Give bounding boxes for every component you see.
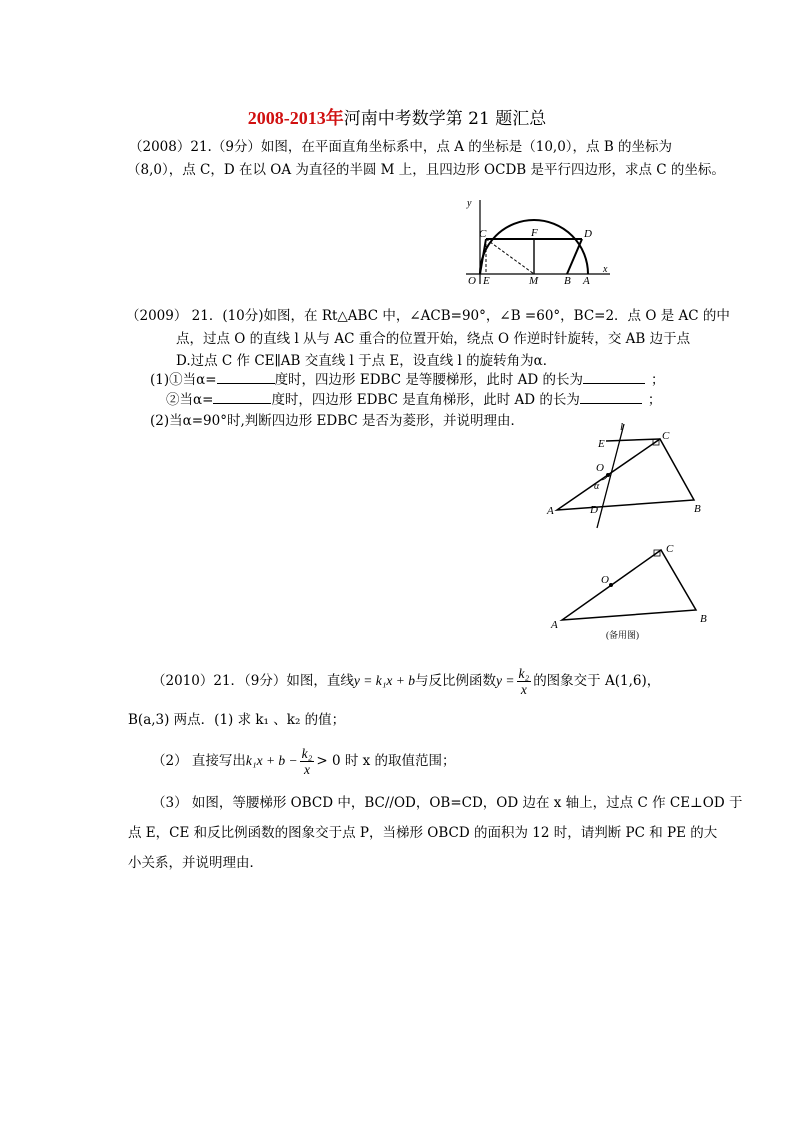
q2009-part1b-pre: ②当α=	[166, 392, 214, 408]
frac-numerator: k₂	[301, 746, 313, 761]
label-c: C	[662, 430, 670, 442]
label-c: C	[666, 543, 674, 555]
title-year-suffix: 年	[325, 108, 344, 128]
blank-ad-2[interactable]	[580, 389, 642, 404]
label-a: A	[547, 505, 554, 517]
label-x: x	[603, 264, 608, 275]
label-alpha: α	[594, 481, 600, 492]
label-d: D	[584, 228, 592, 240]
q2008-line2: （8,0），点 C，D 在以 OA 为直径的半圆 M 上，且四边形 OCDB 是平行四边形，求点 C 的坐标。	[127, 162, 725, 178]
label-b: B	[700, 613, 707, 625]
q2010-part2-fraction	[300, 746, 315, 777]
label-c: C	[479, 228, 487, 240]
q2010-line1-mid: 与反比例函数	[415, 673, 497, 689]
q2010-part3-line1: （3） 如图，等腰梯形 OBCD 中，BC//OD，OB=CD，OD 边在 x 轴上，过点 C 作 CE⊥OD 于	[152, 795, 743, 811]
q2009-line3: D.过点 C 作 CE∥AB 交直线 l 于点 E，设直线 l 的旋转角为α．	[176, 353, 557, 369]
q2009-figure-main	[540, 418, 714, 530]
blank-ad-1[interactable]	[583, 369, 645, 384]
triangle-abc	[562, 550, 696, 620]
q2010-frac-lhs: y =	[496, 673, 515, 688]
q2010-part3-line3: 小关系，并说明理由．	[128, 855, 263, 871]
q2009-line2: 点，过点 O 的直线 l 从与 AC 重合的位置开始，绕点 O 作逆时针旋转，交 AB 边于点	[176, 331, 691, 347]
q2010-line1-post: 的图象交于 A(1,6)，	[533, 673, 661, 689]
label-o: O	[601, 574, 609, 586]
q2010-part2	[152, 744, 456, 778]
point-o	[609, 583, 613, 587]
page-title	[0, 104, 794, 130]
title-years: 2008-2013	[247, 108, 326, 128]
q2008-figure	[462, 192, 612, 286]
figure-caption: (备用图)	[606, 630, 639, 640]
frac-denominator: x	[304, 762, 311, 777]
q2009-part2: (2)当α=90°时,判断四边形 EDBC 是否为菱形，并说明理由．	[150, 413, 525, 429]
q2010-part2-post: > 0 时 x 的取值范围；	[316, 753, 456, 769]
segment-ec	[606, 439, 660, 441]
label-l: l	[620, 421, 624, 433]
segment-oc	[480, 239, 486, 274]
q2009-part1a-mid: 度时，四边形 EDBC 是等腰梯形，此时 AD 的长为	[274, 372, 583, 388]
point-o	[606, 473, 610, 477]
q2009-part1b	[166, 389, 661, 412]
label-a: A	[583, 275, 590, 286]
q2008-line1: （2008）21.（9分）如图，在平面直角坐标系中，点 A 的坐标是（10,0），点 B 的坐标为	[129, 139, 673, 155]
q2009-part1a-end: ；	[650, 372, 665, 388]
label-b: B	[694, 503, 701, 515]
label-e: E	[483, 275, 490, 286]
label-b: B	[564, 275, 571, 286]
label-a: A	[551, 619, 558, 631]
segment-db	[567, 239, 582, 274]
blank-angle-1[interactable]	[217, 369, 275, 384]
q2009-line1: （2009） 21．(10分)如图，在 Rt△ABC 中，∠ACB=90°，∠B =60°，BC=2．点 O 是 AC 的中	[126, 308, 730, 324]
q2010-line1-pre: （2010）21．（9分）如图，直线	[152, 673, 354, 689]
q2010-part2-pre: （2） 直接写出	[152, 753, 246, 769]
label-o: O	[468, 275, 476, 286]
q2009-part1b-end: ；	[647, 392, 662, 408]
q2010-eq-line: y = k₁x + b	[353, 673, 416, 688]
q2010-part3-line2: 点 E，CE 和反比例函数的图象交于点 P，当梯形 OBCD 的面积为 12 时，请判断 PC 和 PE 的大	[128, 825, 718, 841]
label-f: F	[531, 227, 538, 239]
title-rest: 河南中考数学第 21 题汇总	[343, 109, 547, 129]
blank-angle-2[interactable]	[213, 389, 271, 404]
label-y: y	[467, 198, 472, 209]
triangle-abc	[557, 439, 694, 510]
q2010-part2-eq: k₁x + b −	[245, 753, 298, 768]
frac-numerator: k₂	[518, 666, 530, 681]
q2009-figure-spare	[540, 540, 714, 644]
q2010-fraction	[517, 666, 532, 697]
label-o: O	[596, 462, 604, 474]
label-d: D	[590, 504, 598, 516]
q2009-part1a-pre: (1)①当α=	[150, 372, 217, 388]
frac-denominator: x	[520, 682, 527, 697]
q2010-line1	[152, 664, 660, 698]
q2009-part1b-mid: 度时，四边形 EDBC 是直角梯形，此时 AD 的长为	[271, 392, 580, 408]
label-m: M	[529, 275, 539, 286]
q2010-line2: B(a,3) 两点．(1) 求 k₁ 、k₂ 的值；	[128, 712, 346, 728]
segment-cm	[486, 239, 534, 274]
label-e: E	[598, 438, 605, 450]
